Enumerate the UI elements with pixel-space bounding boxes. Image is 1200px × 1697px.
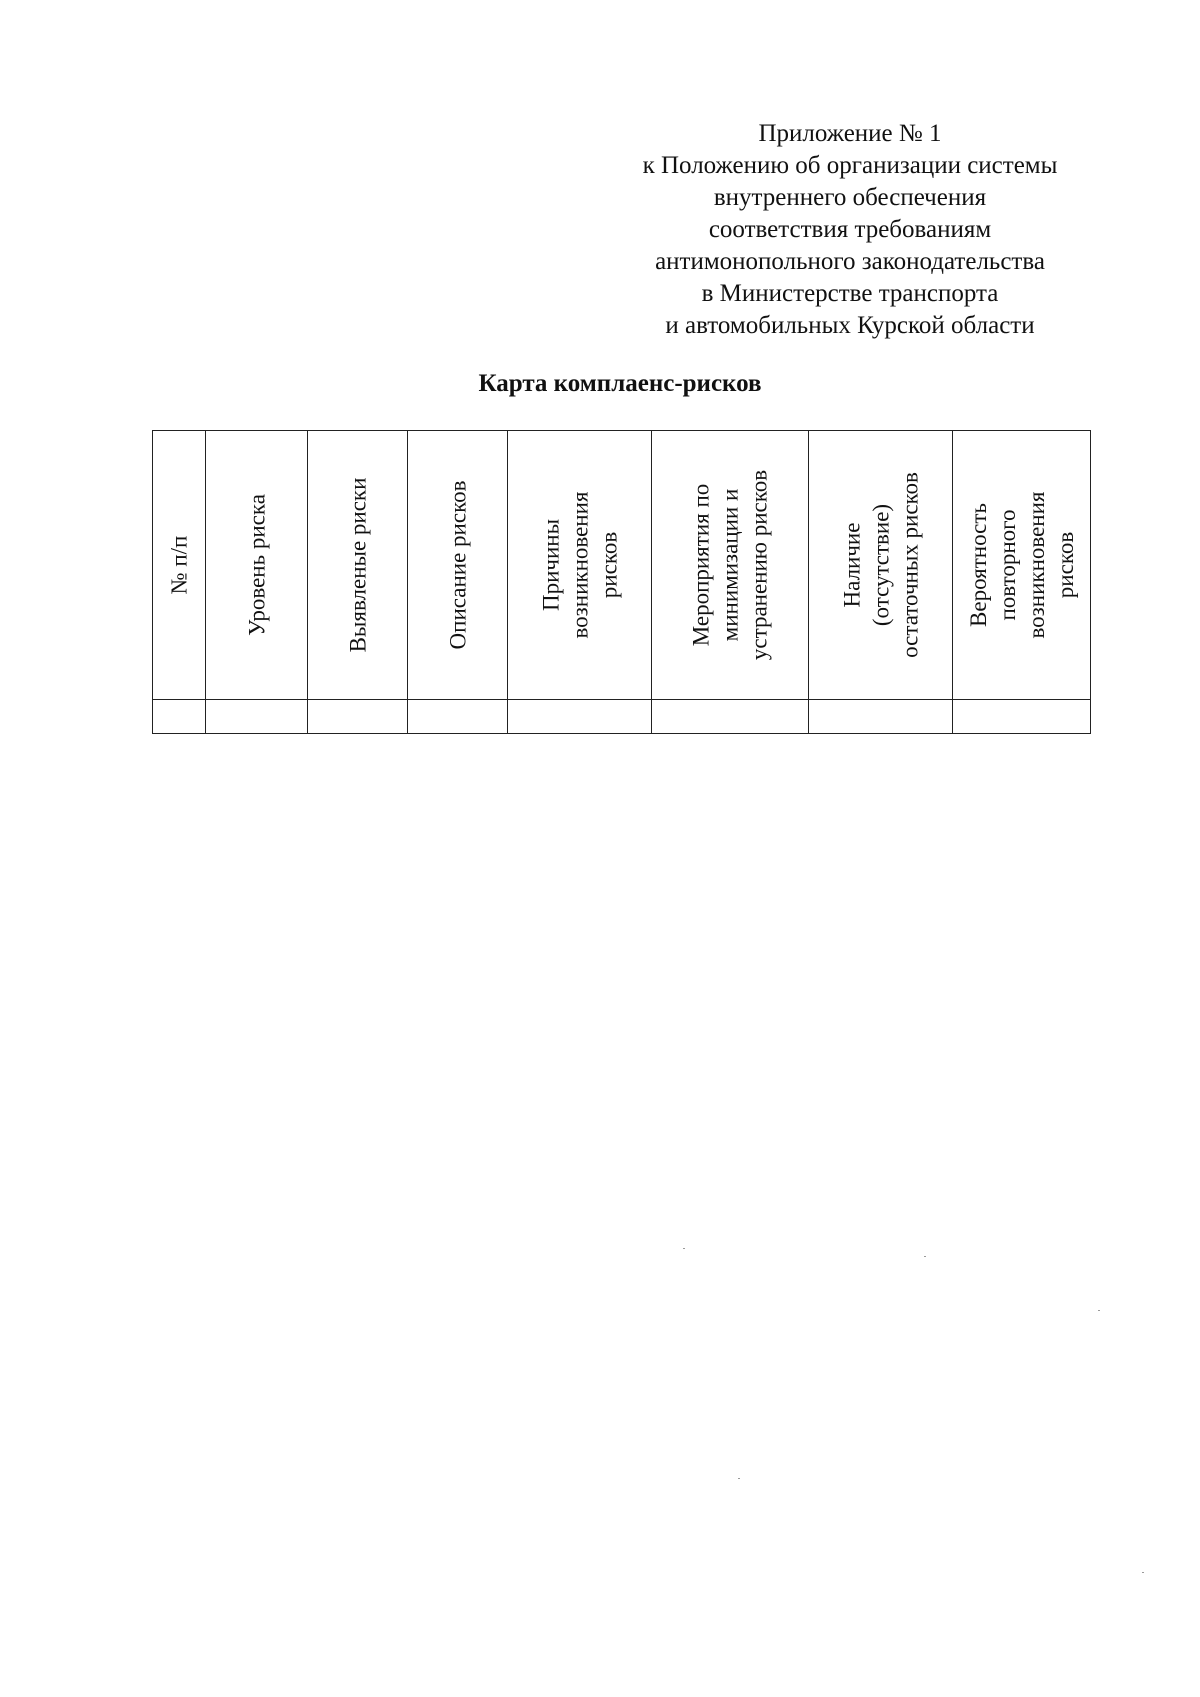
column-header-label: Описание рисков	[445, 480, 470, 650]
column-header-label: повторного	[994, 509, 1020, 621]
appendix-line: антимонопольного законодательства	[655, 248, 1045, 275]
column-header-label: № п/п	[166, 535, 192, 595]
appendix-line: к Положению об организации системы	[642, 152, 1058, 179]
risk-map-table	[152, 430, 1091, 734]
column-header-risk-level	[206, 431, 308, 700]
table-cell	[809, 700, 953, 734]
column-header-label: возникновения	[1023, 491, 1049, 639]
appendix-header	[580, 118, 1120, 342]
column-header-label: устранению рисков	[746, 469, 772, 661]
column-header-label: рисков	[1052, 531, 1078, 599]
table-cell	[508, 700, 652, 734]
table-cell	[953, 700, 1091, 734]
scan-speck	[1098, 1310, 1100, 1311]
appendix-line: соответствия требованиям	[708, 216, 992, 243]
column-header-residual-risks	[809, 431, 953, 700]
table-cell	[652, 700, 809, 734]
column-header-number	[153, 431, 206, 700]
table-header-row	[153, 431, 1091, 700]
column-header-recurrence-probability	[953, 431, 1091, 700]
appendix-line: Приложение № 1	[758, 120, 942, 147]
column-header-label: Наличие	[839, 522, 864, 608]
column-header-label: минимизации и	[717, 488, 743, 642]
column-header-label: рисков	[596, 531, 621, 599]
table-row	[153, 700, 1091, 734]
scan-speck	[924, 1256, 926, 1257]
table-cell	[206, 700, 308, 734]
column-header-label: (отсутствие)	[868, 503, 893, 627]
appendix-line: внутреннего обеспечения	[713, 184, 987, 211]
column-header-mitigation-measures	[652, 431, 809, 700]
column-header-label: Уровень риска	[244, 494, 269, 636]
column-header-identified-risks	[308, 431, 408, 700]
appendix-line: и автомобильных Курской области	[665, 312, 1035, 339]
column-header-risk-causes	[508, 431, 652, 700]
column-header-label: Вероятность	[965, 503, 991, 627]
column-header-risk-description	[408, 431, 508, 700]
column-header-label: остаточных рисков	[897, 472, 922, 658]
scan-speck	[1142, 1572, 1144, 1573]
scan-speck	[738, 1478, 740, 1479]
column-header-label: Мероприятия по	[688, 483, 714, 647]
table-cell	[308, 700, 408, 734]
column-header-label: Причины	[538, 518, 563, 612]
table-cell	[153, 700, 206, 734]
appendix-line: в Министерстве транспорта	[701, 280, 999, 307]
document-title: Карта комплаенс-рисков	[478, 370, 762, 397]
scan-speck	[683, 1248, 685, 1249]
column-header-label: Выявленые риски	[345, 477, 370, 653]
column-header-label: возникновения	[567, 491, 592, 639]
table-cell	[408, 700, 508, 734]
